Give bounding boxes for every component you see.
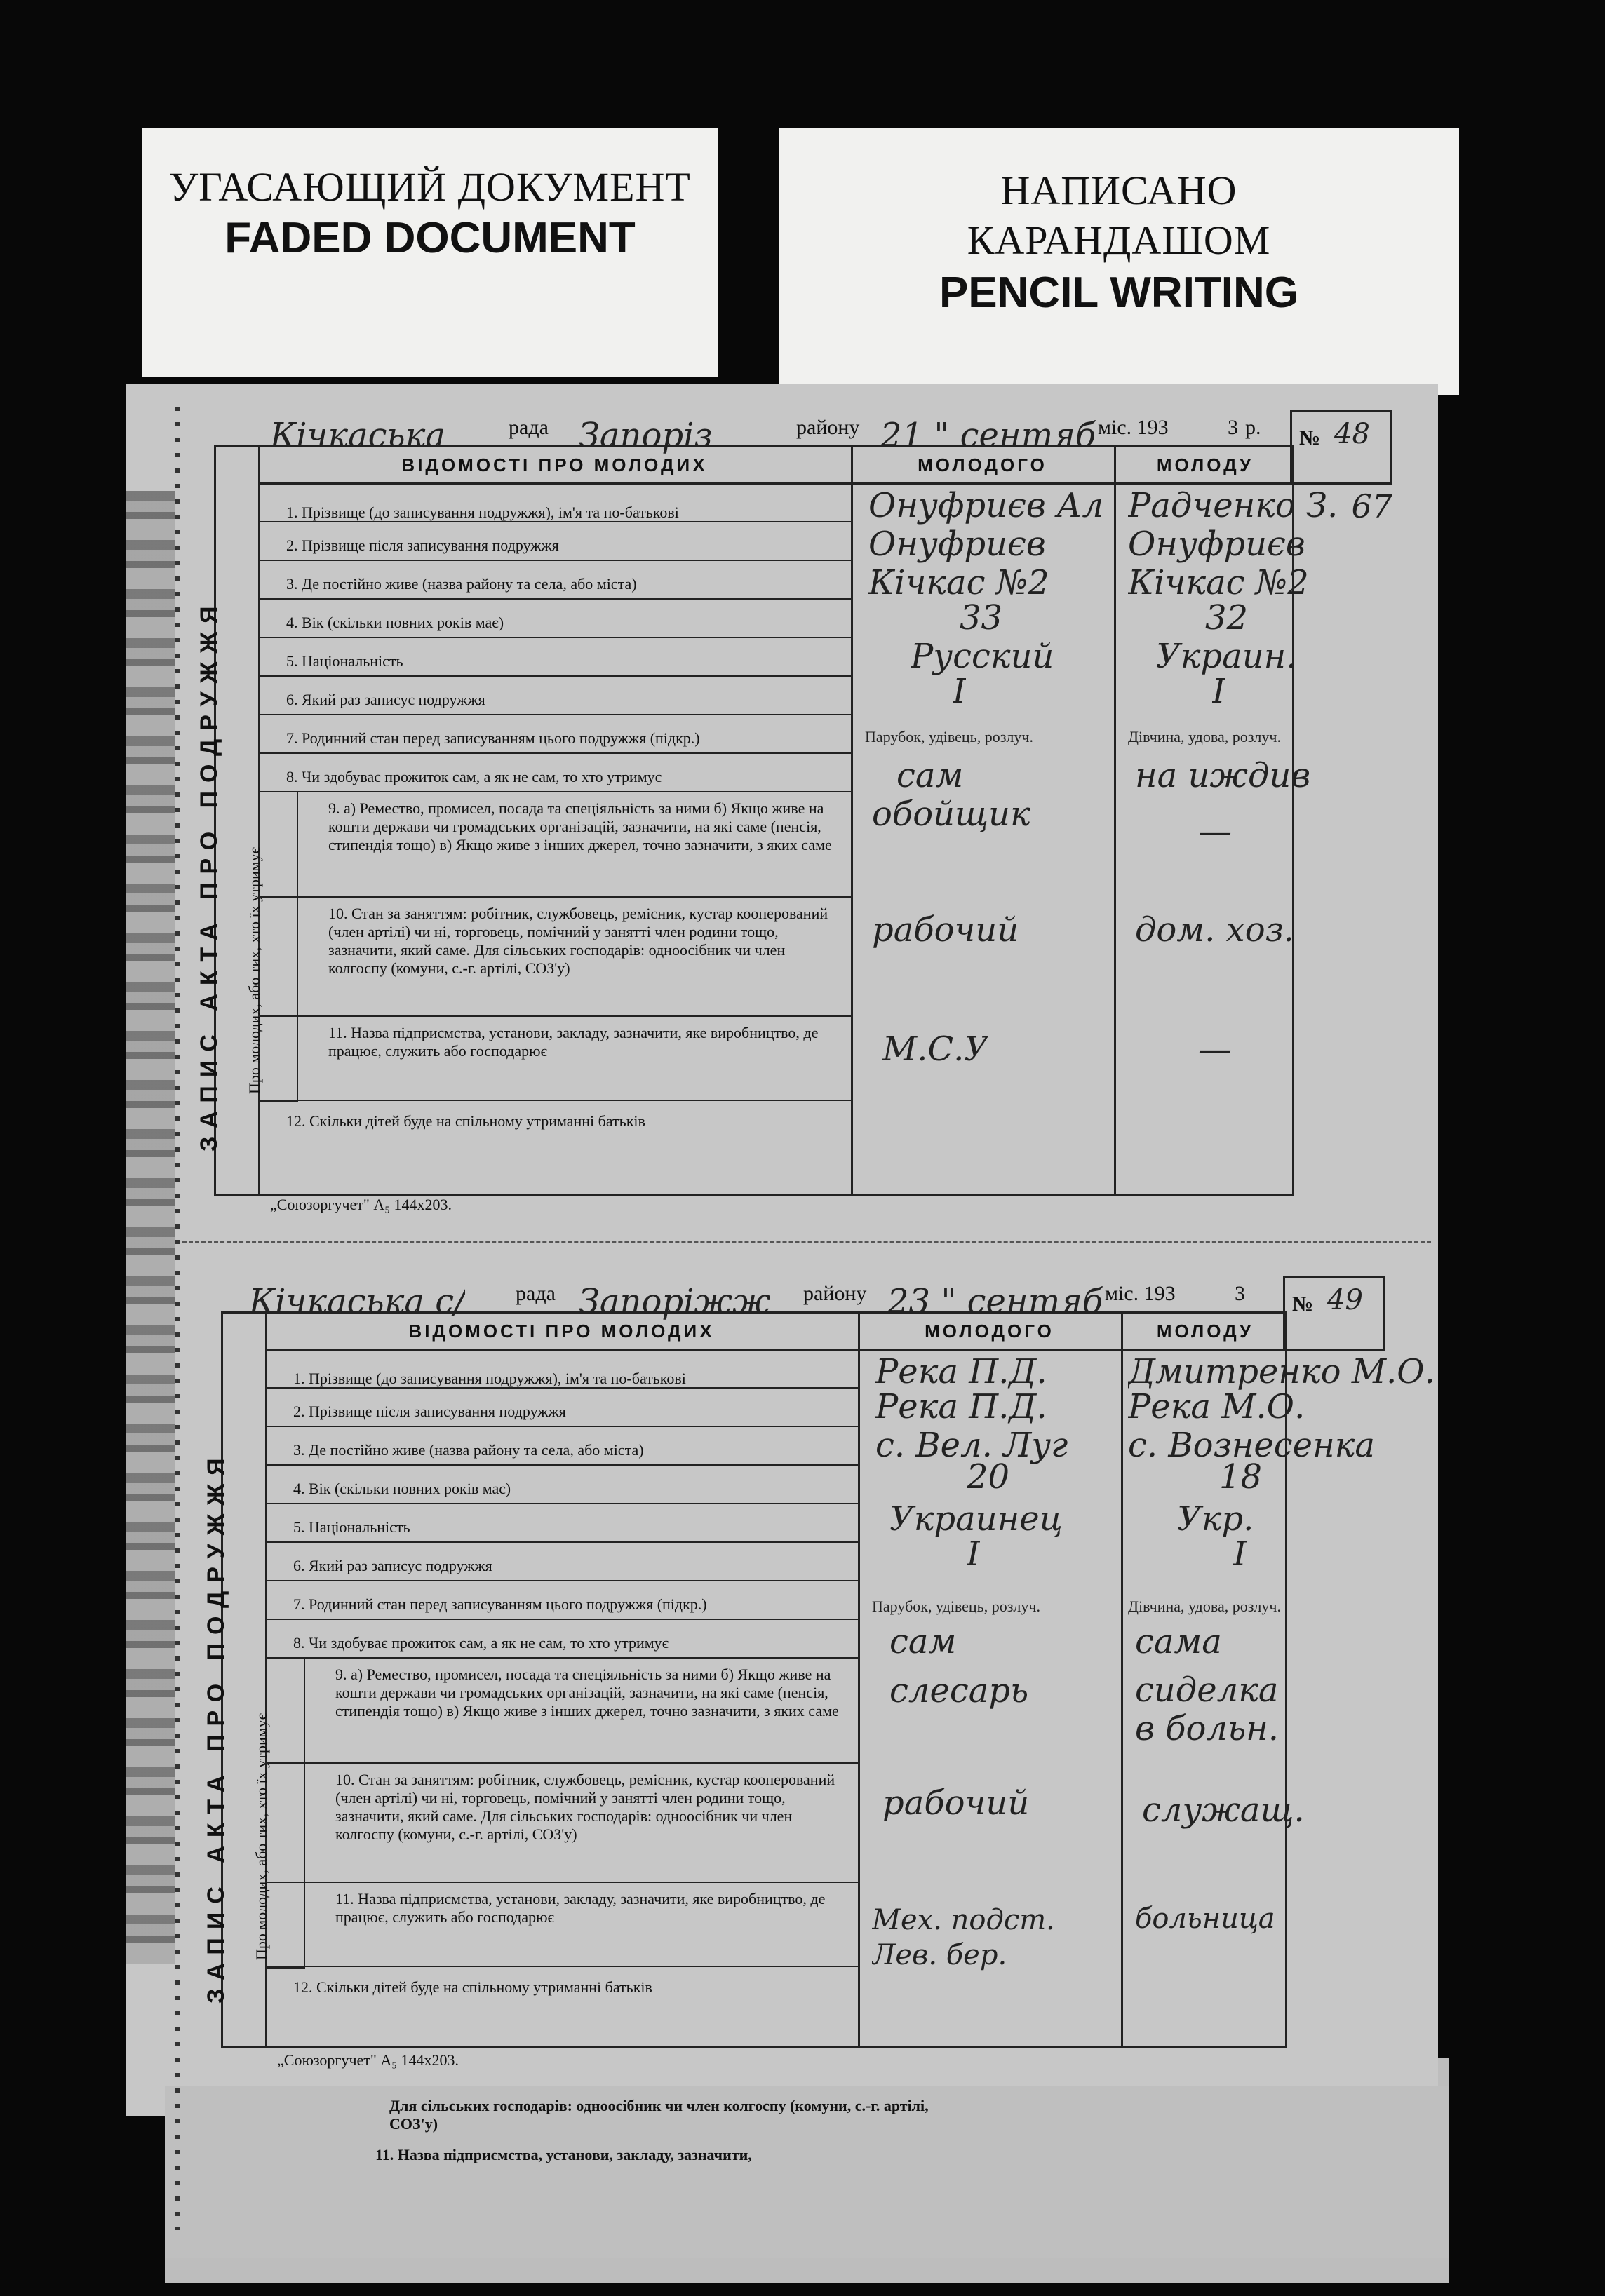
back-sheet-row11: 11. Назва підприємства, установи, закладу, зазначити, <box>375 2146 752 2163</box>
row-9: 9. а) Ремество, промисел, посада та спеціяльність за ними б) Якщо живе на кошти держави чи громадських організацій, зазначити, на які саме (пенсія, стипендія тощо) в) Якщо живе з інших джерел, точно зазначити, з яких саме <box>258 791 851 898</box>
groom-heading: МОЛОДОГО <box>851 447 1114 485</box>
torn-edge <box>126 491 175 1964</box>
groom-nationality: Украинец <box>889 1499 1063 1539</box>
pencil-label-ru1: НАПИСАНО <box>1000 168 1237 213</box>
bride-occupation: сиделка в больн. <box>1135 1671 1279 1748</box>
row-2: 2. Прізвище після записування подружжя <box>258 521 851 561</box>
row-1: 1. Прізвище (до записування подружжя), ім'я та по-батькові <box>258 482 851 522</box>
raion-handwritten: Запоріжж <box>579 1282 771 1321</box>
form-footer: „Союзоргучет" А₅ 144х203. <box>270 1196 452 1213</box>
date-handwritten: 23 " сентяб <box>887 1282 1103 1321</box>
groom-age: 33 <box>960 598 1003 637</box>
faded-label-en: FADED DOCUMENT <box>224 214 636 262</box>
row-11: 11. Назва підприємства, установи, закладу, зазначити, яке виробництво, де працює, служить або господарює <box>265 1882 858 1967</box>
groom-workplace: М.С.У <box>882 1029 989 1069</box>
year-handwritten: 3 <box>1228 416 1238 439</box>
record-number-handwritten: 49 <box>1327 1284 1363 1316</box>
raion-label: району <box>796 416 860 439</box>
rada-handwritten: Кічкаська с/ <box>249 1282 466 1321</box>
lower-sheet-edge <box>165 2086 1449 2258</box>
row-4: 4. Вік (скільки повних років має) <box>265 1464 858 1504</box>
bride-age: 18 <box>1219 1457 1263 1497</box>
back-sheet-row-text: Для сільських господарів: одноосібник чи член колгоспу (комуни, с.-г. артілі, СОЗ'у) <box>389 2097 929 2133</box>
row-12: 12. Скільки дітей буде на спільному утриманні батьків <box>286 1112 645 1130</box>
groom-marriage-count: I <box>953 672 966 711</box>
number-label: № <box>1299 426 1321 450</box>
marriage-record-form-2 <box>203 1276 1435 2069</box>
form-header <box>214 410 1392 455</box>
row-6: 6. Який раз записує подружжя <box>258 675 851 715</box>
bride-status: дом. хоз. <box>1135 910 1295 950</box>
bride-workplace: — <box>1198 1029 1232 1069</box>
title-heading: ВІДОМОСТІ ПРО МОЛОДИХ <box>258 447 851 485</box>
groom-age: 20 <box>967 1457 1010 1497</box>
row-5: 5. Національність <box>258 637 851 677</box>
groom-surname-after: Река П.Д. <box>875 1387 1047 1426</box>
bride-heading: МОЛОДУ <box>1114 447 1296 485</box>
bride-nationality: Украин. <box>1156 637 1297 676</box>
bride-status: служащ. <box>1142 1790 1305 1830</box>
row-8: 8. Чи здобуває прожиток сам, а як не сам, то хто утримує <box>265 1619 858 1659</box>
groom-surname: Река П.Д. <box>875 1352 1047 1391</box>
month-year-label: міс. 193 <box>1098 416 1169 439</box>
row-9: 9. а) Ремество, промисел, посада та спеціяльність за ними б) Якщо живе на кошти держави чи громадських організацій, зазначити, на які саме (пенсія, стипендія тощо) в) Якщо живе з інших джерел, точно зазначити, з яких саме <box>265 1657 858 1764</box>
form-grid <box>196 445 1338 1196</box>
row-5: 5. Національність <box>265 1503 858 1543</box>
subsidebar-title: Про молодих, або тих, хто їх утримує <box>246 846 263 1094</box>
form-grid <box>203 1311 1435 2048</box>
number-label: № <box>1292 1292 1314 1316</box>
raion-handwritten: Запоріз <box>579 416 713 455</box>
groom-residence: Кічкас №2 <box>868 563 1049 602</box>
row-4: 4. Вік (скільки повних років має) <box>258 598 851 638</box>
col-divider <box>1114 447 1116 1194</box>
perforation-line <box>182 1241 1431 1243</box>
groom-status: рабочий <box>872 910 1019 950</box>
groom-status: рабочий <box>882 1783 1030 1823</box>
groom-occupation: слесарь <box>889 1671 1029 1710</box>
row-12: 12. Скільки дітей буде на спільному утриманні батьків <box>293 1978 652 1996</box>
row-7: 7. Родинний стан перед записуванням цього подружжя (підкр.) <box>258 714 851 754</box>
side-number-handwritten: 67 <box>1351 487 1392 525</box>
bride-surname: Радченко З. <box>1128 486 1338 525</box>
year-handwritten: 3 <box>1235 1282 1245 1305</box>
title-heading: ВІДОМОСТІ ПРО МОЛОДИХ <box>265 1314 858 1351</box>
bride-nationality: Укр. <box>1177 1499 1254 1539</box>
row-2: 2. Прізвище після записування подружжя <box>265 1387 858 1427</box>
bride-heading: МОЛОДУ <box>1121 1314 1289 1351</box>
rada-label: рада <box>516 1282 556 1305</box>
rada-label: рада <box>509 416 549 439</box>
row-11: 11. Назва підприємства, установи, закладу, зазначити, яке виробництво, де працює, служить або господарює <box>258 1015 851 1101</box>
bride-occupation: — <box>1198 812 1232 851</box>
bride-status-options: Дівчина, удова, розлуч. <box>1128 1598 1281 1615</box>
row-6: 6. Який раз записує подружжя <box>265 1541 858 1581</box>
groom-residence: с. Вел. Луг <box>875 1426 1068 1465</box>
bride-age: 32 <box>1205 598 1249 637</box>
groom-support: сам <box>889 1622 957 1661</box>
groom-occupation: обойщик <box>872 795 1030 834</box>
row-1: 1. Прізвище (до записування подружжя), ім'я та по-батькові <box>265 1349 858 1389</box>
r-label: р. <box>1245 416 1261 439</box>
pencil-label-en: PENCIL WRITING <box>939 269 1299 317</box>
col-divider <box>858 1314 860 2046</box>
col-divider <box>851 447 853 1194</box>
row-8: 8. Чи здобуває прожиток сам, а як не сам, то хто утримує <box>258 752 851 792</box>
sidebar-title: ЗАПИС АКТА ПРО ПОДРУЖЖЯ <box>203 1450 229 2004</box>
faded-label-ru: УГАСАЮЩИЙ ДОКУМЕНТ <box>169 164 691 210</box>
date-handwritten: 21 " сентяб <box>880 416 1096 455</box>
record-number-box <box>1290 410 1392 485</box>
pencil-label-ru2: КАРАНДАШОМ <box>967 217 1271 263</box>
marriage-record-form-1 <box>196 410 1392 1213</box>
groom-nationality: Русский <box>911 637 1054 676</box>
raion-label: району <box>803 1282 867 1305</box>
bride-surname-after: Река М.О. <box>1128 1387 1305 1426</box>
row-10: 10. Стан за заняттям: робітник, службовець, ремісник, кустар кооперований (член артілі) чи ні, торговець, помічний у занятті член родини тощо, зазначити, який саме. Для сільських господарів: одноосібник чи член колгоспу (комуни, с.-г. артілі, СОЗ'у) <box>258 896 851 1017</box>
subsidebar-title: Про молодих, або тих, хто їх утримує <box>253 1713 270 1960</box>
record-number-handwritten: 48 <box>1334 418 1370 450</box>
record-number-box <box>1283 1276 1385 1351</box>
row-3: 3. Де постійно живе (назва району та села, або міста) <box>265 1426 858 1466</box>
rada-handwritten: Кічкаська <box>270 416 445 455</box>
bride-marriage-count: I <box>1212 672 1225 711</box>
groom-marriage-count: I <box>967 1534 980 1574</box>
bride-residence: Кічкас №2 <box>1128 563 1309 602</box>
row-3: 3. Де постійно живе (назва району та села, або міста) <box>258 560 851 600</box>
form-header <box>221 1276 1385 1321</box>
bride-residence: с. Вознесенка <box>1128 1426 1375 1465</box>
row-7: 7. Родинний стан перед записуванням цього подружжя (підкр.) <box>265 1580 858 1620</box>
bride-status-options: Дівчина, удова, розлуч. <box>1128 728 1281 745</box>
form-footer: „Союзоргучет" А₅ 144х203. <box>277 2051 459 2069</box>
faded-document-label <box>142 128 718 377</box>
groom-support: сам <box>896 756 964 795</box>
month-year-label: міс. 193 <box>1105 1282 1176 1305</box>
col-divider <box>1121 1314 1123 2046</box>
bride-support: на иждив <box>1135 756 1311 795</box>
groom-surname-after: Онуфриєв <box>868 525 1046 564</box>
groom-status-options: Парубок, удівець, розлуч. <box>865 728 1033 745</box>
bride-workplace: больница <box>1135 1903 1275 1935</box>
pencil-writing-label <box>779 128 1459 395</box>
bride-marriage-count: I <box>1233 1534 1247 1574</box>
bride-surname: Дмитренко М.О. <box>1128 1352 1435 1391</box>
binding-holes <box>175 407 180 2230</box>
bride-surname-after: Онуфриєв <box>1128 525 1305 564</box>
bride-support: сама <box>1135 1622 1222 1661</box>
groom-workplace: Мех. подст. Лев. бер. <box>872 1904 1055 1971</box>
row-10: 10. Стан за заняттям: робітник, службовець, ремісник, кустар кооперований (член артілі) чи ні, торговець, помічний у занятті член родини тощо, зазначити, який саме. Для сільських господарів: одноосібник чи член колгоспу (комуни, с.-г. артілі, СОЗ'у) <box>265 1762 858 1883</box>
groom-status-options: Парубок, удівець, розлуч. <box>872 1598 1040 1615</box>
sidebar-title: ЗАПИС АКТА ПРО ПОДРУЖЖЯ <box>196 597 222 1152</box>
groom-surname: Онуфриєв Ал <box>868 486 1104 525</box>
groom-heading: МОЛОДОГО <box>858 1314 1121 1351</box>
